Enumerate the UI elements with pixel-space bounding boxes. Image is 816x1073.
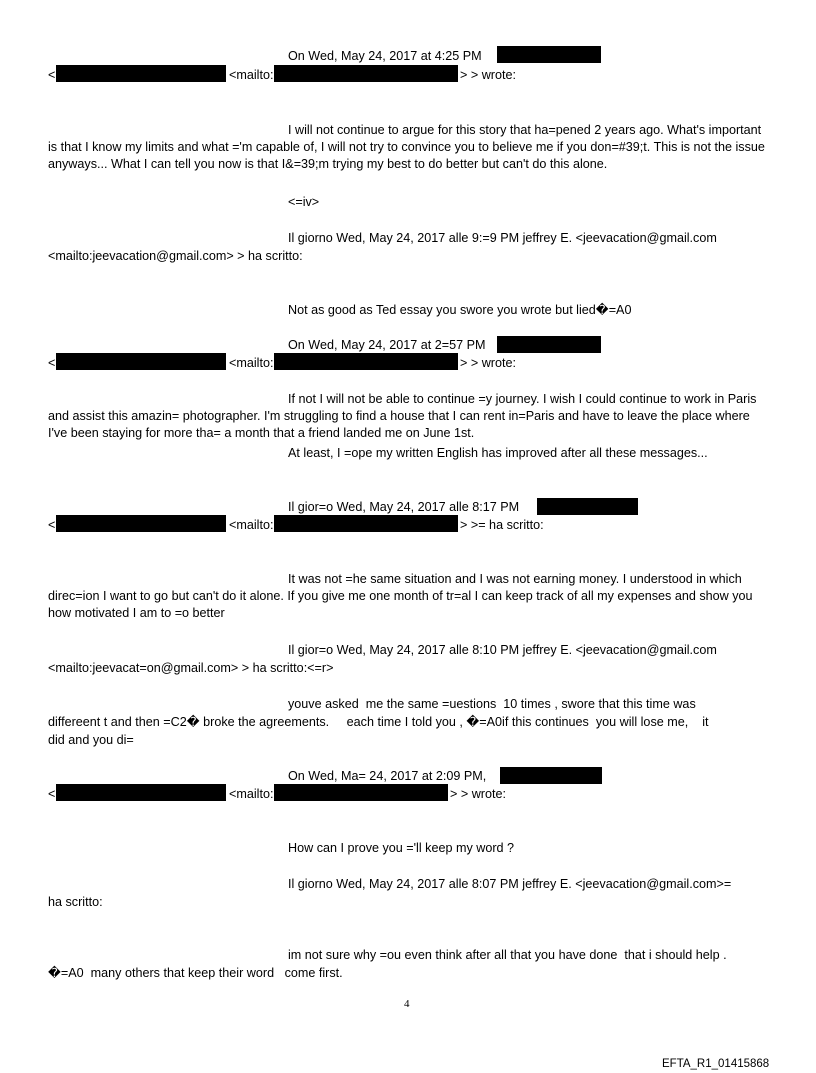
wrote-label: > >= ha scritto: xyxy=(460,518,544,532)
message-paragraph: I will not continue to argue for this story that ha=pened 2 years ago. What's important is that I know my limits and what ='m capable of, I will not try to convince you to believe me if you don=#39;t. This is not the issue anyways... What I can tell you now is that I&=39;m trying my best to do better but can't do this alone. xyxy=(48,123,765,171)
email-header-line: ha scritto: xyxy=(48,895,103,909)
message-line: im not sure why =ou even think after all that you have done that i should help . xyxy=(288,948,727,962)
email-header-line: <mailto:jeevacat=on@gmail.com> > ha scritto:<=r> xyxy=(48,661,334,675)
email-header-line: Il giorno Wed, May 24, 2017 alle 8:07 PM jeffrey E. <jeevacation@gmail.com>= xyxy=(288,877,732,891)
redaction-bar xyxy=(537,498,638,515)
mailto-label: <mailto: xyxy=(229,68,274,82)
email-header-line: On Wed, Ma= 24, 2017 at 2:09 PM, xyxy=(288,769,487,783)
email-header-line: On Wed, May 24, 2017 at 2=57 PM xyxy=(288,338,486,352)
redaction-bar xyxy=(274,784,448,801)
wrote-label: > > wrote: xyxy=(460,356,517,370)
email-sender-open: < xyxy=(48,518,56,532)
html-artifact: <=iv> xyxy=(288,195,320,209)
mailto-label: <mailto: xyxy=(229,787,274,801)
redaction-bar xyxy=(56,65,226,82)
message-paragraph: It was not =he same situation and I was not earning money. I understood in which direc=ion I want to go but can't do it alone. If you give me one month of tr=al I can keep track of all my expenses and show you how motivated I am to =o better xyxy=(48,572,753,620)
mailto-label: <mailto: xyxy=(229,518,274,532)
message-line: differeent t and then =C2� broke the agreements. each time I told you , �=A0if this continues you will lose me, it xyxy=(48,715,709,729)
redaction-bar xyxy=(56,515,226,532)
email-sender-open: < xyxy=(48,356,56,370)
message-line: How can I prove you ='ll keep my word ? xyxy=(288,841,515,855)
wrote-label: > > wrote: xyxy=(450,787,507,801)
message-line: did and you di= xyxy=(48,733,134,747)
email-header-line: Il gior=o Wed, May 24, 2017 alle 8:17 PM xyxy=(288,500,520,514)
wrote-label: > > wrote: xyxy=(460,68,517,82)
message-line: Not as good as Ted essay you swore you wrote but lied�=A0 xyxy=(288,303,632,317)
redaction-bar xyxy=(274,515,458,532)
document-id: EFTA_R1_01415868 xyxy=(662,1058,770,1070)
email-header-line: Il giorno Wed, May 24, 2017 alle 9:=9 PM jeffrey E. <jeevacation@gmail.com xyxy=(288,231,717,245)
email-header-line: On Wed, May 24, 2017 at 4:25 PM xyxy=(288,49,482,63)
redaction-bar xyxy=(274,353,458,370)
email-sender-open: < xyxy=(48,68,56,82)
message-line: �=A0 many others that keep their word come first. xyxy=(48,966,343,980)
message-line: At least, I =ope my written English has improved after all these messages... xyxy=(288,446,708,460)
redaction-bar xyxy=(497,46,601,63)
redaction-bar xyxy=(497,336,601,353)
mailto-label: <mailto: xyxy=(229,356,274,370)
redaction-bar xyxy=(56,784,226,801)
message-line: youve asked me the same =uestions 10 times , swore that this time was xyxy=(288,697,696,711)
email-sender-open: < xyxy=(48,787,56,801)
email-header-line: Il gior=o Wed, May 24, 2017 alle 8:10 PM jeffrey E. <jeevacation@gmail.com xyxy=(288,643,717,657)
email-header-line: <mailto:jeevacation@gmail.com> > ha scritto: xyxy=(48,249,303,263)
message-paragraph: If not I will not be able to continue =y journey. I wish I could continue to work in Paris and assist this amazin= photographer. I'm struggling to find a house that I can rent in=Paris and have to leave the place where I've been staying for more tha= a month that a friend landed me on June 1st. xyxy=(48,392,757,440)
page-number: 4 xyxy=(404,998,410,1010)
redaction-bar xyxy=(56,353,226,370)
redaction-bar xyxy=(500,767,602,784)
redaction-bar xyxy=(274,65,458,82)
